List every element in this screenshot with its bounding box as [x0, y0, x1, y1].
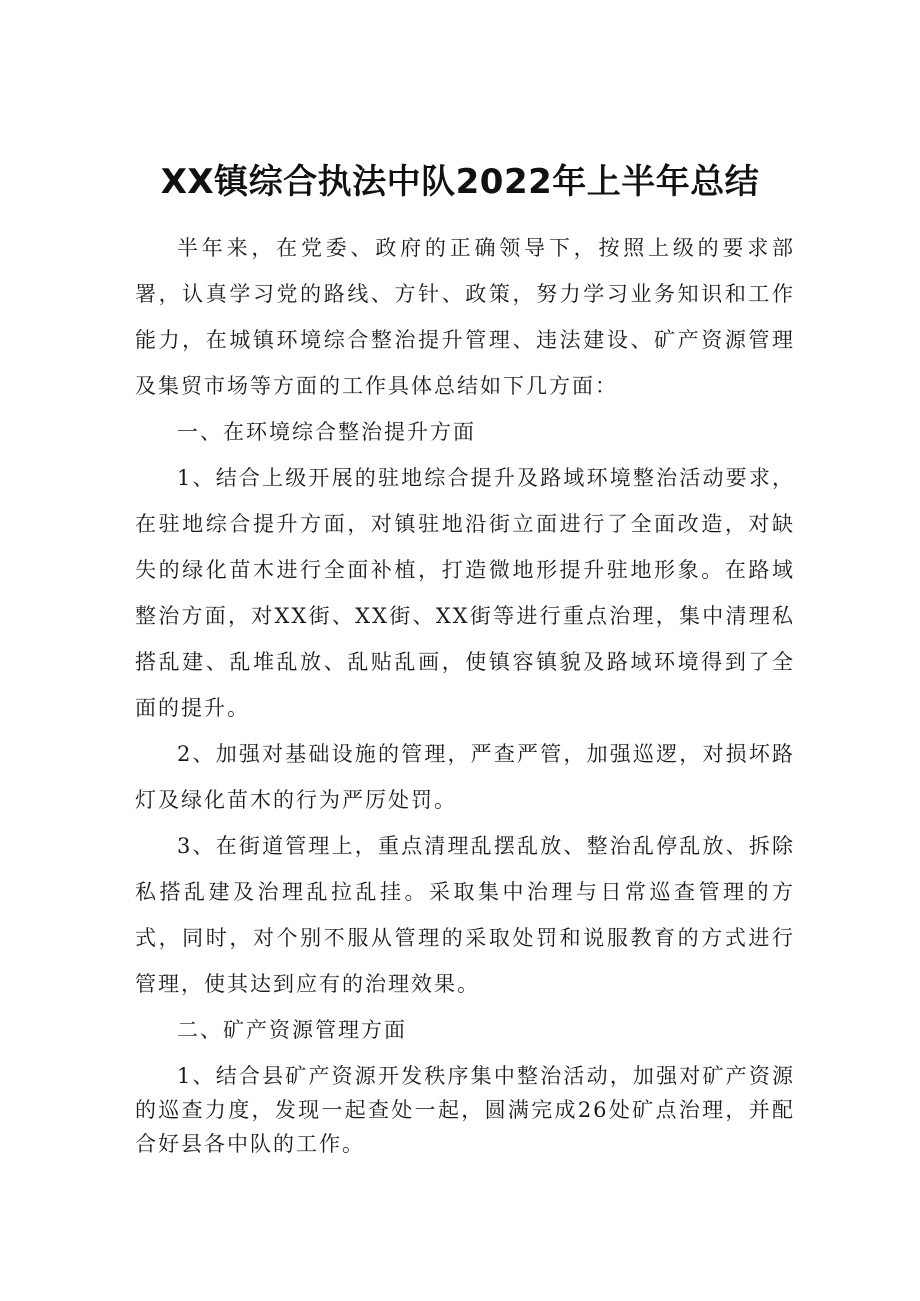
- section-2-heading: 二、矿产资源管理方面: [177, 1018, 407, 1042]
- section-1-item-1: 1、结合上级开展的驻地综合提升及路域环境整治活动要求，在驻地综合提升方面，对镇驻地沿街立面进行了全面改造，对缺失的绿化苗木进行全面补植，打造微地形提升驻地形象。在路域整治方面，对XX街、XX街、XX街等进行重点治理，集中清理私搭乱建、乱堆乱放、乱贴乱画，使镇容镇貌及路域环境得到了全面的提升。: [135, 466, 795, 720]
- section-1-item-3: 3、在街道管理上，重点清理乱摆乱放、整治乱停乱放、拆除私搭乱建及治理乱拉乱挂。采取集中治理与日常巡查管理的方式，同时，对个别不服从管理的采取处罚和说服教育的方式进行管理，使其达到应有的治理效果。: [135, 834, 795, 996]
- section-2-item-1: 1、结合县矿产资源开发秩序集中整治活动，加强对矿产资源的巡查力度，发现一起查处一起，圆满完成26处矿点治理，并配合好县各中队的工作。: [135, 1064, 795, 1156]
- section-1-heading: 一、在环境综合整治提升方面: [177, 420, 476, 444]
- section-1-item-2: 2、加强对基础设施的管理，严查严管，加强巡逻，对损坏路灯及绿化苗木的行为严厉处罚。: [135, 742, 795, 812]
- document-body: [135, 225, 795, 1161]
- document-title: XX镇综合执法中队2022年上半年总结: [160, 162, 760, 202]
- intro-paragraph: 半年来，在党委、政府的正确领导下，按照上级的要求部署，认真学习党的路线、方针、政策，努力学习业务知识和工作能力，在城镇环境综合整治提升管理、违法建设、矿产资源管理及集贸市场等方面的工作具体总结如下几方面：: [135, 236, 795, 398]
